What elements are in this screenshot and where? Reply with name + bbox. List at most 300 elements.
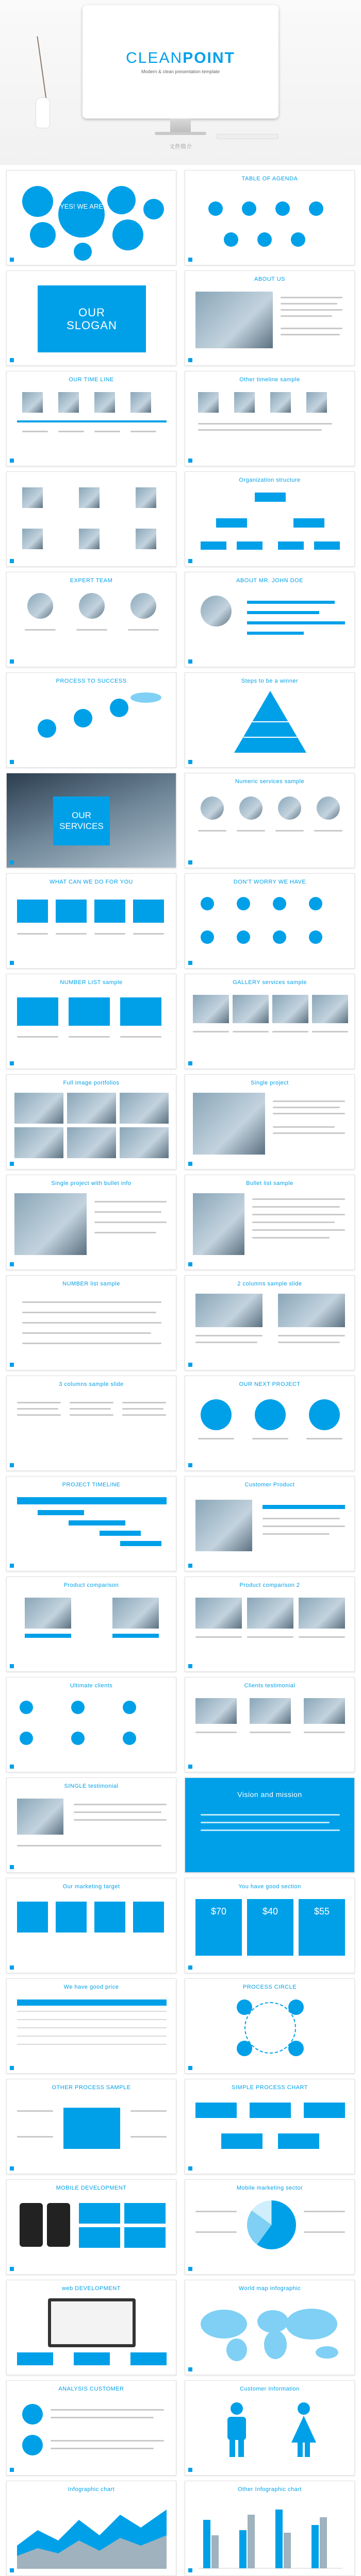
testimonial-photo (195, 1698, 237, 1724)
price-value: $55 (314, 1906, 330, 1917)
text-line (273, 1132, 345, 1134)
text-line (252, 1237, 330, 1239)
process-step (221, 2133, 262, 2149)
slide-corner (188, 860, 192, 865)
slide-good-section (185, 1878, 355, 1973)
slide-title: Single project (251, 1080, 289, 1086)
text-line (94, 1211, 161, 1213)
slide-title: Other Infographic chart (237, 2486, 302, 2493)
hero-subtitle: Modern & clean presentation template (141, 69, 220, 74)
price-table-header (17, 1999, 167, 2006)
text-line (237, 830, 265, 832)
slide-our-services (6, 773, 176, 868)
column-photo (278, 1294, 345, 1327)
slide-title: Numeric services sample (235, 778, 305, 785)
text-line (201, 1829, 340, 1831)
testimonial-photo (17, 1799, 63, 1835)
feature-tile (124, 2203, 166, 2224)
monitor (83, 5, 278, 129)
client-icon (123, 1701, 136, 1714)
process-node (288, 1999, 304, 2015)
text-line (195, 1335, 262, 1336)
slide-title: SIMPLE PROCESS CHART (232, 2084, 308, 2091)
slide-two-columns (185, 1275, 355, 1370)
slide-corner (188, 961, 192, 965)
person-photo (234, 392, 255, 413)
slide-title: OTHER PROCESS SAMPLE (52, 2084, 131, 2091)
big-bubble (58, 191, 105, 238)
slide-marketing-target (6, 1878, 176, 1973)
text-line (17, 2136, 53, 2138)
text-line (94, 1201, 167, 1202)
slide-mobile-market (185, 2179, 355, 2275)
slide-expert-team (6, 572, 176, 667)
text-line (278, 1342, 340, 1343)
slide-title: PROCESS TO SUCCESS (56, 678, 127, 684)
slide-title: Product comparison (63, 1582, 119, 1588)
services-box (53, 796, 110, 845)
slogan-text: OUR SLOGAN (67, 306, 117, 332)
world-map-graphic (195, 2301, 345, 2363)
text-line (51, 2440, 164, 2442)
slide-title: Clients testimonial (244, 1683, 296, 1689)
hero-mockup (0, 0, 361, 165)
text-line (201, 1822, 330, 1823)
person-photo (136, 487, 156, 508)
slide-title: 3 columns sample slide (59, 1381, 124, 1387)
monitor-screen (83, 5, 278, 118)
text-line (122, 1414, 166, 1416)
price-card (247, 1899, 293, 1956)
text-line (94, 1222, 167, 1223)
slide-product-comparison (6, 1577, 176, 1672)
feature-tile (79, 2227, 120, 2248)
text-line (252, 1222, 335, 1223)
text-line (247, 1636, 293, 1638)
slide-what-can (6, 873, 176, 969)
skill-bar (247, 621, 345, 624)
slide-org-structure (185, 471, 355, 567)
slide-corner (10, 559, 14, 563)
hero-note: 文件简介 (169, 144, 192, 150)
text-line (198, 429, 322, 431)
yes-we-are-text: YES! WE ARE (60, 202, 103, 210)
text-line (17, 1414, 61, 1416)
slide-title: Product comparison 2 (239, 1582, 300, 1588)
plant-branch (37, 36, 46, 99)
slide-title: Customer Information (240, 2386, 300, 2392)
feature-icon (309, 930, 322, 944)
price-card (299, 1899, 345, 1956)
text-line (306, 1438, 342, 1439)
phone-mockup (20, 2203, 43, 2247)
client-icon (20, 1701, 33, 1714)
slide-process (6, 672, 176, 768)
slide-corner (188, 459, 192, 463)
analysis-icon (22, 2404, 43, 2425)
slide-title: web DEVELOPMENT (62, 2285, 121, 2292)
text-line (94, 933, 125, 935)
text-line (17, 1408, 58, 1410)
text-line (278, 1335, 345, 1336)
slide-title: Other timeline sample (239, 377, 300, 383)
slide-number-list-2 (6, 1275, 176, 1370)
slide-title: Bullet list sample (246, 1180, 293, 1187)
text-line (22, 1312, 156, 1313)
text-line (70, 1402, 113, 1403)
slide-world-map (185, 2280, 355, 2375)
slide-title: Infographic chart (68, 2486, 115, 2493)
person-photo (278, 796, 301, 820)
slide-corner (10, 1664, 14, 1668)
product-photo (195, 1500, 252, 1551)
slide-corner (188, 659, 192, 664)
slide-title: World map infographic (238, 2285, 301, 2292)
process-center (63, 2108, 120, 2149)
bar-chart (198, 2499, 342, 2569)
slide-title: Steps to be a winner (241, 678, 299, 684)
target-tile (17, 1902, 48, 1933)
slide-corner (188, 2066, 192, 2070)
text-line (281, 297, 342, 298)
text-line (25, 629, 56, 631)
bubble (74, 243, 92, 261)
area-chart (17, 2499, 167, 2569)
process-node (288, 2041, 304, 2056)
text-line (262, 1533, 330, 1535)
slide-clients-testimonial (185, 1677, 355, 1772)
person-photo (58, 392, 79, 413)
text-line (130, 2136, 167, 2138)
slide-slogan (6, 270, 176, 366)
process-dot (38, 719, 56, 738)
slide-corner (10, 860, 14, 865)
text-line (195, 2211, 237, 2212)
feature-icon (237, 930, 250, 944)
slide-customer-product (185, 1476, 355, 1571)
feature-icon (237, 897, 250, 910)
agenda-dot (275, 201, 290, 216)
slide-project-timeline (6, 1476, 176, 1571)
person-photo (198, 392, 219, 413)
slide-corner (10, 2568, 14, 2572)
person-photo (79, 529, 100, 549)
person-photo (79, 487, 100, 508)
slide-corner (188, 1564, 192, 1568)
target-tile (133, 1902, 164, 1933)
text-line (17, 2110, 53, 2112)
person-photo (306, 392, 327, 413)
portfolio-photo (67, 1127, 116, 1158)
slide-title: We have good price (63, 1984, 119, 1990)
text-line (76, 629, 107, 631)
product-photo (299, 1598, 345, 1629)
project-circle (201, 1399, 232, 1430)
slide-corner (188, 1463, 192, 1467)
slide-infographic (6, 2481, 176, 2576)
slide-corner (188, 559, 192, 563)
text-line (51, 2417, 154, 2418)
text-line (281, 334, 340, 335)
portfolio-photo (120, 1127, 169, 1158)
slide-title: Full image portfolios (63, 1080, 120, 1086)
slide-process-circle (185, 1978, 355, 2074)
slide-title: DON'T WORRY WE HAVE (233, 879, 306, 885)
slide-corner (188, 2267, 192, 2271)
hero-title-bold: POINT (183, 49, 235, 66)
portfolio-photo (120, 1093, 169, 1124)
slide-corner (10, 1865, 14, 1869)
product-bar (262, 1505, 345, 1509)
slide-numeric (185, 773, 355, 868)
slide-corner (188, 1363, 192, 1367)
slide-other-infographic (185, 2481, 355, 2576)
slide-vision (185, 1777, 355, 1873)
slide-number-list (6, 974, 176, 1069)
slide-corner (10, 760, 14, 764)
text-line (262, 1526, 345, 1527)
person-photo (94, 392, 115, 413)
slide-simple-process (185, 2079, 355, 2174)
female-icon (288, 2401, 319, 2458)
org-node (314, 541, 340, 550)
text-line (281, 309, 342, 311)
slide-corner (188, 1262, 192, 1266)
number-tile (120, 997, 161, 1026)
text-line (252, 1206, 340, 1208)
text-line (128, 629, 159, 631)
text-line (201, 1814, 340, 1816)
feature-tile (124, 2227, 166, 2248)
slide-title: OUR TIME LINE (69, 377, 114, 383)
slide-title: ANALYSIS CUSTOMER (58, 2386, 124, 2392)
slide-title: Ultimate clients (70, 1683, 113, 1689)
person-photo (22, 487, 43, 508)
text-line (273, 1113, 345, 1114)
slide-corner (188, 358, 192, 362)
text-line (56, 933, 87, 935)
text-line (122, 1408, 163, 1410)
client-icon (71, 1732, 85, 1745)
phone-mockup (47, 2203, 70, 2247)
slide-single-project (185, 1074, 355, 1170)
gantt-bar (69, 1520, 125, 1526)
service-tile (133, 900, 164, 923)
text-line (22, 1301, 161, 1303)
slide-corner (10, 1363, 14, 1367)
process-node (237, 2041, 252, 2056)
org-node (237, 541, 262, 550)
slide-corner (188, 2468, 192, 2472)
table-row-line (17, 2044, 167, 2045)
gantt-bar (120, 1541, 161, 1546)
portfolio-photo (14, 1127, 63, 1158)
person-photo (136, 529, 156, 549)
slide-title: ABOUT US (254, 276, 286, 282)
text-line (74, 1819, 167, 1821)
slide-corner (188, 258, 192, 262)
text-line (22, 1343, 161, 1344)
slide-title: Vision and mission (237, 1790, 302, 1799)
text-line (198, 423, 332, 425)
slide-title: OUR NEXT PROJECT (239, 1381, 301, 1387)
text-line (22, 431, 48, 432)
slide-corner (10, 2166, 14, 2171)
gallery-photo (272, 995, 308, 1023)
process-node (237, 1999, 252, 2015)
text-line (130, 431, 156, 432)
pie-chart (247, 2200, 296, 2249)
text-line (304, 1732, 345, 1733)
slide-dont-worry (185, 873, 355, 969)
monitor-base (155, 132, 206, 135)
slide-corner (188, 760, 192, 764)
service-tile (94, 900, 125, 923)
bubble (22, 186, 53, 217)
text-line (252, 1438, 288, 1439)
feature-icon (273, 897, 286, 910)
hero-title (126, 49, 235, 67)
slide-title: Mobile marketing sector (236, 2185, 303, 2191)
pyramid (234, 691, 306, 753)
text-line (252, 1198, 345, 1200)
gallery-photo (193, 995, 229, 1023)
slide-corner (10, 961, 14, 965)
slide-corner (10, 659, 14, 664)
slide-title: 2 columns sample slide (237, 1281, 302, 1287)
product-bar (25, 1634, 71, 1638)
slide-corner (188, 2367, 192, 2371)
text-line (133, 933, 164, 935)
person-photo (22, 392, 43, 413)
slide-agenda (185, 170, 355, 265)
project-photo (193, 1093, 265, 1155)
slide-about-mr (185, 572, 355, 667)
timeline-bar (17, 420, 167, 422)
process-dot (110, 699, 128, 717)
slide-web-dev (6, 2280, 176, 2375)
slide-title: NUMBER list sample (62, 1281, 120, 1287)
portfolio-photo (14, 1093, 63, 1124)
slide-ultimate-clients (6, 1677, 176, 1772)
slide-corner (10, 1262, 14, 1266)
feature-icon (201, 897, 214, 910)
process-step (250, 2103, 291, 2118)
gallery-photo (312, 995, 348, 1023)
slogan-box (38, 285, 146, 352)
number-tile (69, 997, 110, 1026)
testimonial-photo (250, 1698, 291, 1724)
feature-icon (201, 930, 214, 944)
project-circle (309, 1399, 340, 1430)
vase (36, 98, 50, 128)
person-photo (22, 529, 43, 549)
process-step (278, 2133, 319, 2149)
slide-corner (188, 1162, 192, 1166)
slide-yes-we-are (6, 170, 176, 265)
text-line (17, 1036, 58, 1038)
slide-customer-info (185, 2380, 355, 2476)
slide-title: EXPERT TEAM (70, 578, 113, 584)
text-line (74, 1804, 167, 1805)
text-line (281, 303, 337, 304)
person-photo (201, 596, 232, 626)
slide-single-testimonial (6, 1777, 176, 1873)
text-line (130, 2110, 167, 2112)
text-line (262, 1518, 340, 1519)
person-photo (27, 593, 53, 619)
bubble (30, 222, 56, 248)
web-tile (130, 2352, 167, 2365)
slide-corner (10, 2468, 14, 2472)
slide-about-us (185, 270, 355, 366)
text-line (94, 1232, 156, 1233)
text-line (74, 1811, 161, 1813)
client-icon (123, 1732, 136, 1745)
org-node (278, 541, 304, 550)
price-value: $40 (262, 1906, 278, 1917)
slide-title: NUMBER LIST sample (60, 979, 123, 986)
agenda-dot (257, 232, 272, 247)
keyboard (217, 134, 278, 139)
slide-corner (188, 1061, 192, 1065)
portfolio-photo (67, 1093, 116, 1124)
text-line (304, 2231, 345, 2233)
slide-product-comparison-2 (185, 1577, 355, 1672)
product-bar (112, 1634, 159, 1638)
bullet-photo (193, 1193, 244, 1255)
text-line (233, 1031, 269, 1032)
slide-corner (10, 1965, 14, 1970)
table-row-line (17, 2027, 167, 2028)
web-tile (17, 2352, 53, 2365)
slide-corner (188, 2166, 192, 2171)
person-photo (270, 392, 291, 413)
slide-corner (10, 1061, 14, 1065)
laptop-mockup (48, 2298, 136, 2347)
person-photo (239, 796, 262, 820)
slide-title: You have good section (238, 1884, 301, 1890)
product-photo (112, 1598, 159, 1629)
slide-time-line (6, 371, 176, 466)
text-line (195, 2231, 237, 2233)
slide-corner (188, 1965, 192, 1970)
slide-analysis-customer (6, 2380, 176, 2476)
text-line (22, 1322, 161, 1324)
column-photo (195, 1294, 262, 1327)
table-row-line (17, 2036, 167, 2037)
slide-title: GALLERY services sample (233, 979, 307, 986)
text-line (275, 830, 304, 832)
person-photo (201, 796, 224, 820)
slide-bullet-list (185, 1175, 355, 1270)
slide-three-columns (6, 1376, 176, 1471)
text-line (198, 830, 226, 832)
slide-corner (10, 358, 14, 362)
text-line (314, 830, 342, 832)
org-node (293, 518, 324, 528)
text-line (58, 431, 84, 432)
process-dot (74, 709, 92, 727)
about-photo (195, 292, 273, 348)
text-line (252, 1229, 345, 1231)
text-line (195, 1732, 237, 1733)
slide-gallery (185, 974, 355, 1069)
text-line (250, 1732, 291, 1733)
skill-bar (247, 632, 304, 635)
agenda-dot (224, 232, 238, 247)
table-row-line (17, 2011, 167, 2012)
